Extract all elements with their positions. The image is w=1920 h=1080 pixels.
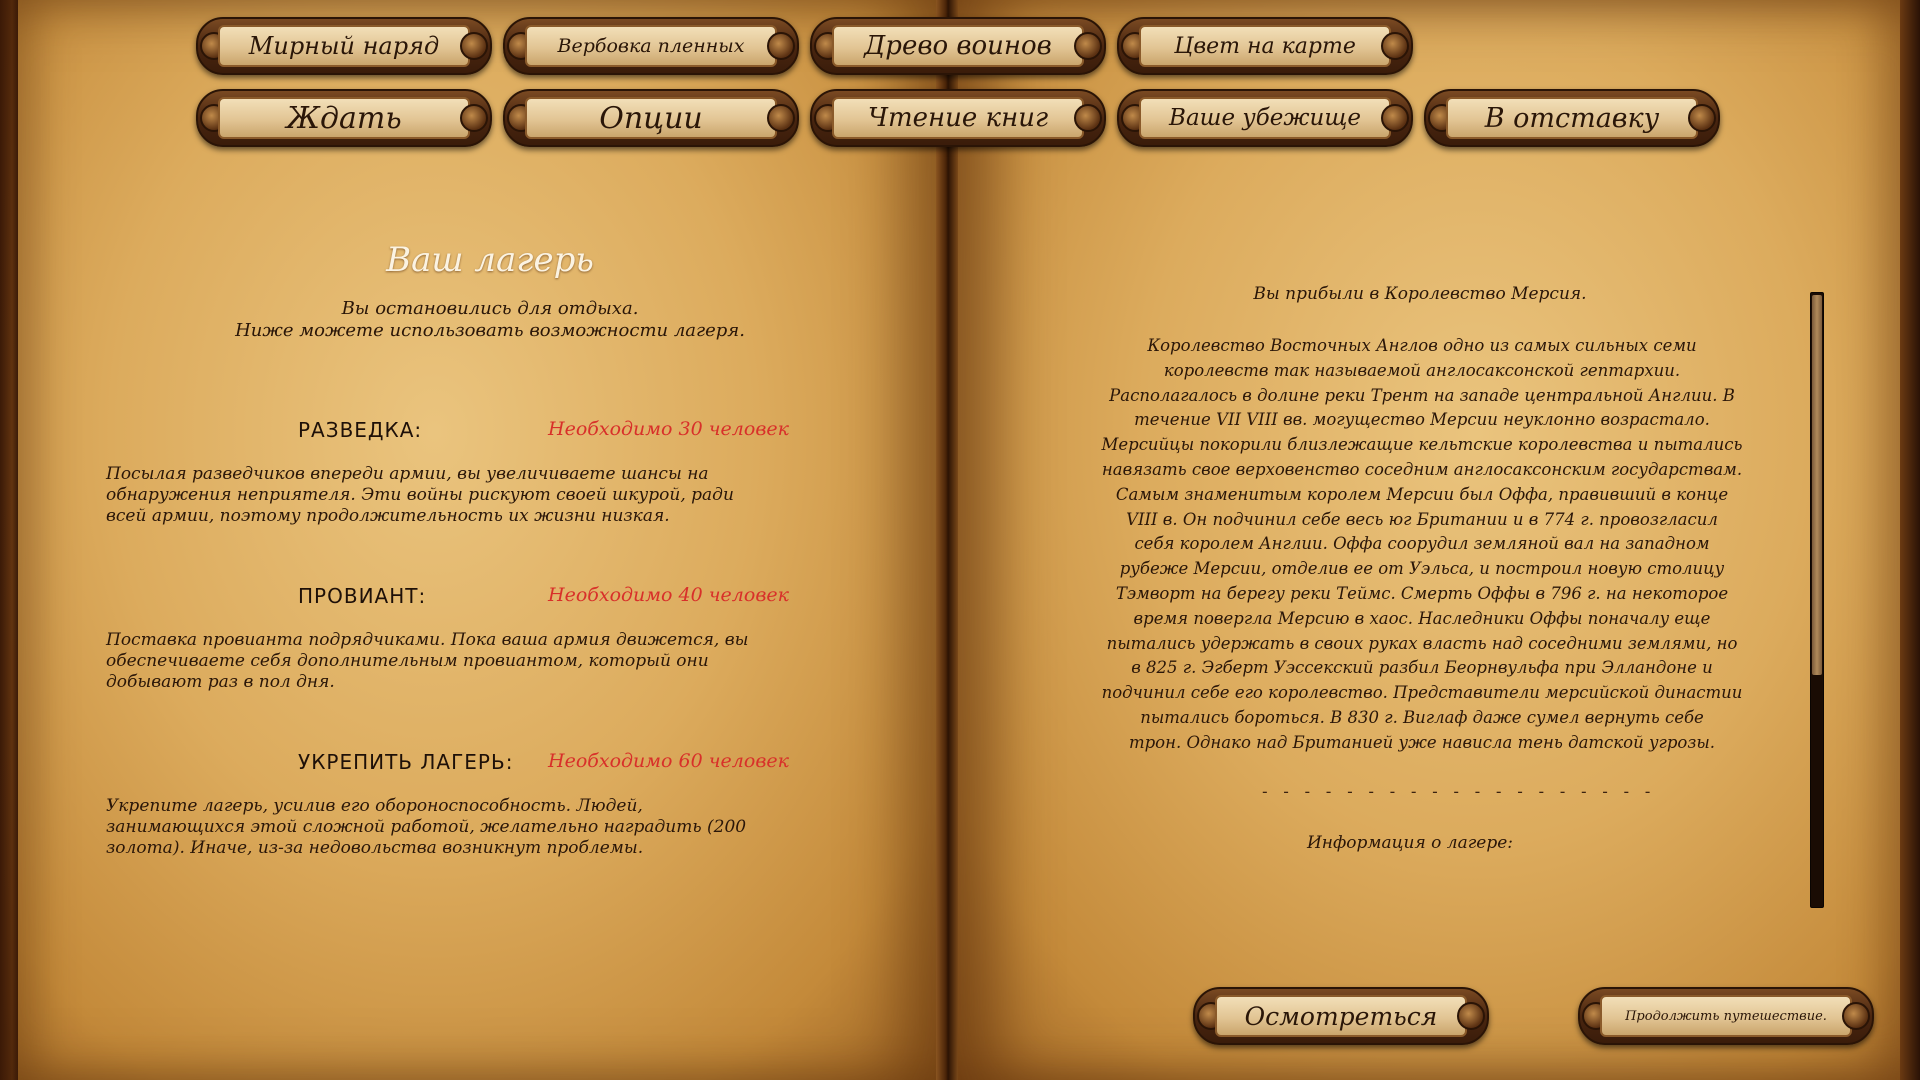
button-label: Чтение книг bbox=[832, 97, 1084, 139]
provisions-requirement[interactable]: Необходимо 40 человек bbox=[548, 584, 789, 606]
provisions-label: ПРОВИАНТ: bbox=[298, 584, 427, 608]
button-label: Цвет на карте bbox=[1139, 25, 1391, 67]
text-scrollbar[interactable] bbox=[1810, 292, 1824, 908]
fortify-description bbox=[106, 796, 846, 859]
button-label: Ждать bbox=[218, 97, 470, 139]
wait-button[interactable] bbox=[196, 89, 492, 147]
description-line: золота). Иначе, из-за недовольства возникнут проблемы. bbox=[106, 838, 644, 858]
button-label: Мирный наряд bbox=[218, 25, 470, 67]
troop-tree-button[interactable] bbox=[810, 17, 1106, 75]
lore-line: пытались удержать в своих руках власть над соседними землями, но bbox=[1106, 633, 1738, 653]
retire-button[interactable] bbox=[1424, 89, 1720, 147]
description-line: Поставка провианта подрядчиками. Пока ваша армия движется, вы bbox=[106, 630, 749, 650]
description-line: занимающихся этой сложной работой, желательно наградить (200 bbox=[106, 817, 747, 837]
button-label: Осмотреться bbox=[1215, 995, 1467, 1037]
description-line: Укрепите лагерь, усилив его обороноспособность. Людей, bbox=[106, 796, 643, 816]
lore-line: пытались бороться. В 830 г. Виглаф даже сумел вернуть себе bbox=[1140, 707, 1704, 727]
lore-line: навязать свое верховенство соседним англосаксонским государствам. bbox=[1101, 459, 1743, 479]
lore-line: течение VII VIII вв. могущество Мерсии неуклонно возрастало. bbox=[1134, 410, 1710, 430]
description-line: всей армии, поэтому продолжительность их жизни низкая. bbox=[106, 506, 670, 526]
button-label: Вербовка пленных bbox=[525, 25, 777, 67]
button-knob-right bbox=[767, 104, 795, 132]
button-knob-right bbox=[1381, 104, 1409, 132]
button-label: Опции bbox=[525, 97, 777, 139]
scrollbar-thumb[interactable] bbox=[1812, 295, 1822, 675]
peaceful-outfit-button[interactable] bbox=[196, 17, 492, 75]
scouting-requirement[interactable]: Необходимо 30 человек bbox=[548, 418, 789, 440]
button-label: Продолжить путешествие. bbox=[1600, 995, 1852, 1037]
lore-line: трон. Однако над Британией уже нависла тень датской угрозы. bbox=[1128, 732, 1716, 752]
read-books-button[interactable] bbox=[810, 89, 1106, 147]
description-line: Посылая разведчиков впереди армии, вы увеличиваете шансы на bbox=[106, 464, 709, 484]
button-knob-right bbox=[1074, 32, 1102, 60]
map-color-button[interactable] bbox=[1117, 17, 1413, 75]
your-shelter-button[interactable] bbox=[1117, 89, 1413, 147]
button-knob-right bbox=[460, 32, 488, 60]
camp-info-label: Информация о лагере: bbox=[1306, 833, 1514, 853]
page-title: Ваш лагерь bbox=[386, 240, 594, 280]
lore-line: королевств так называемой англосаксонской гептархии. bbox=[1163, 360, 1681, 380]
description-line: обнаружения неприятеля. Эти войны рискуют своей шкурой, ради bbox=[106, 485, 734, 505]
scouting-description bbox=[106, 464, 846, 527]
intro-line-1: Вы остановились для отдыха. bbox=[341, 298, 639, 319]
button-label: Древо воинов bbox=[832, 25, 1084, 67]
look-around-button[interactable] bbox=[1193, 987, 1489, 1045]
button-knob-right bbox=[1074, 104, 1102, 132]
lore-line: Мерсийцы покорили близлежащие кельтские королевства и пытались bbox=[1101, 435, 1743, 455]
button-knob-right bbox=[767, 32, 795, 60]
button-label: В отставку bbox=[1446, 97, 1698, 139]
lore-line: рубеже Мерсии, отделив ее от Уэльса, и построил новую столицу bbox=[1119, 559, 1725, 579]
scouting-label: РАЗВЕДКА: bbox=[298, 418, 423, 442]
fortify-label: УКРЕПИТЬ ЛАГЕРЬ: bbox=[298, 750, 514, 774]
fortify-requirement[interactable]: Необходимо 60 человек bbox=[548, 750, 789, 772]
description-line: обеспечиваете себя дополнительным провиантом, который они bbox=[106, 651, 709, 671]
options-button[interactable] bbox=[503, 89, 799, 147]
arrival-text: Вы прибыли в Королевство Мерсия. bbox=[1253, 284, 1587, 304]
lore-line: себя королем Англии. Оффа соорудил земляной вал на западном bbox=[1134, 534, 1710, 554]
description-line: добывают раз в пол дня. bbox=[106, 672, 335, 692]
lore-line: Тэмворт на берегу реки Теймс. Смерть Оффы в 796 г. на некоторое bbox=[1115, 583, 1729, 603]
book-spine bbox=[936, 0, 958, 1080]
continue-journey-button[interactable] bbox=[1578, 987, 1874, 1045]
button-label: Ваше убежище bbox=[1139, 97, 1391, 139]
lore-line: Королевство Восточных Англов одно из самых сильных семи bbox=[1147, 336, 1697, 355]
recruit-prisoners-button[interactable] bbox=[503, 17, 799, 75]
intro-line-2: Ниже можете использовать возможности лагеря. bbox=[235, 320, 745, 341]
button-knob-right bbox=[1381, 32, 1409, 60]
button-knob-right bbox=[1842, 1002, 1870, 1030]
lore-line: Располагалось в долине реки Трент на западе центральной Англии. В bbox=[1109, 385, 1735, 405]
lore-line: в 825 г. Эгберт Уэссекский разбил Беорнвульфа при Элландоне и bbox=[1131, 658, 1713, 678]
button-knob-right bbox=[1457, 1002, 1485, 1030]
lore-line: VIII в. Он подчинил себе весь юг Британии и в 774 г. провозгласил bbox=[1126, 509, 1718, 529]
lore-line: подчинил себе его королевство. Представители мерсийской династии bbox=[1101, 683, 1743, 703]
provisions-description bbox=[106, 630, 846, 693]
book-edge bbox=[1900, 0, 1920, 1080]
button-knob-right bbox=[460, 104, 488, 132]
divider-line: - - - - - - - - - - - - - - - - - - - bbox=[1260, 782, 1654, 801]
kingdom-lore-text bbox=[1022, 334, 1822, 756]
button-knob-right bbox=[1688, 104, 1716, 132]
lore-line: время повергла Мерсию в хаос. Наследники Оффы поначалу еще bbox=[1133, 608, 1711, 628]
left-page bbox=[18, 0, 943, 1080]
lore-line: Самым знаменитым королем Мерсии был Оффа, правивший в конце bbox=[1115, 484, 1729, 504]
